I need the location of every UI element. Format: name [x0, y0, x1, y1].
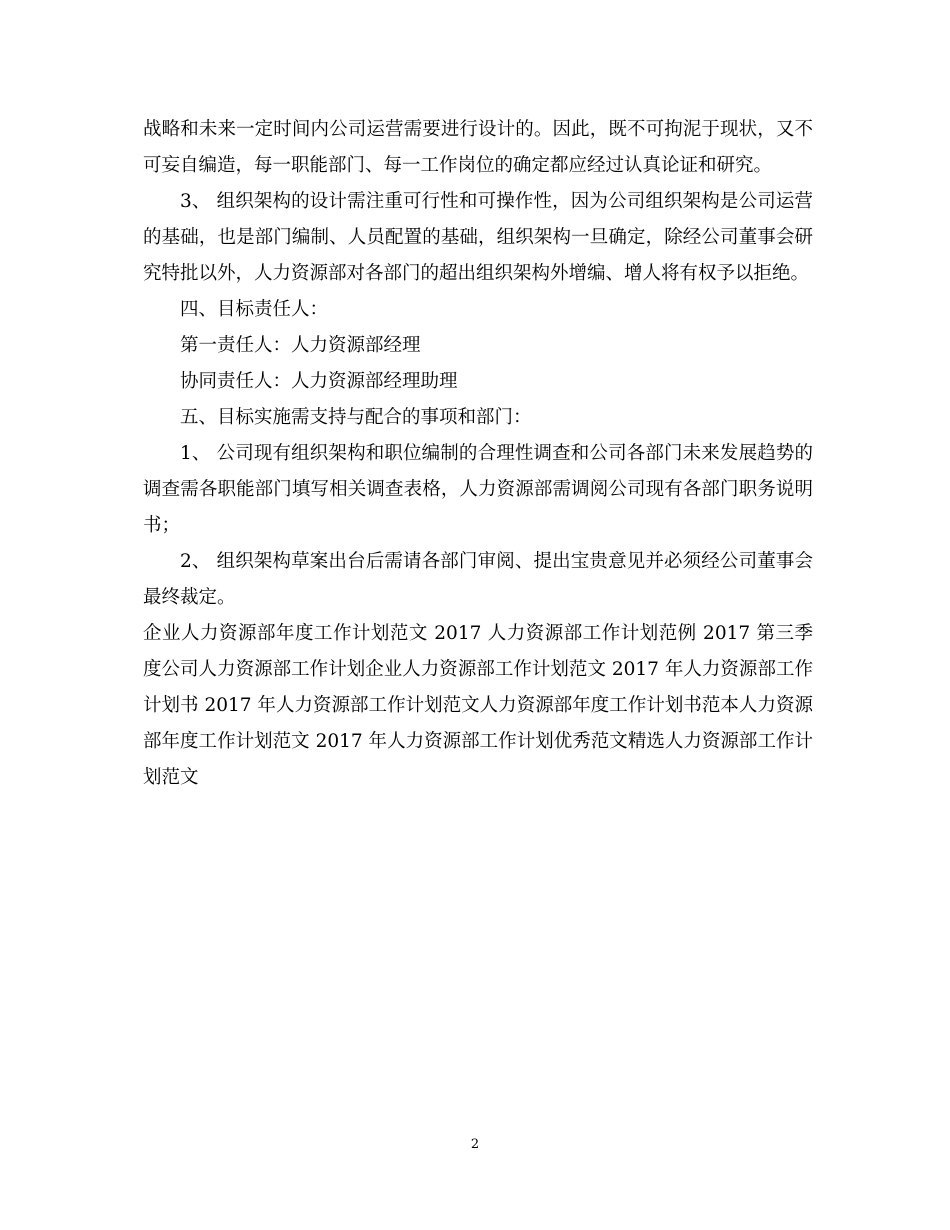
document-body: [143, 112, 813, 796]
page-number: 2: [470, 1137, 480, 1152]
paragraph-support-item-1: 1、 公司现有组织架构和职位编制的合理性调查和公司各部门未来发展趋势的调查需各职能部门填写相关调查表格，人力资源部需调阅公司现有各部门职务说明书；: [143, 443, 813, 536]
paragraph-item-3: 3、 组织架构的设计需注重可行性和可操作性，因为公司组织架构是公司运营的基础，也是部门编制、人员配置的基础，组织架构一旦确定，除经公司董事会研究特批以外，人力资源部对各部门的超出组织架构外增编、增人将有权予以拒绝。: [143, 191, 813, 284]
section-heading-responsible: 四、目标责任人：: [180, 299, 329, 320]
paragraph-continuation: 战略和未来一定时间内公司运营需要进行设计的。因此，既不可拘泥于现状，又不可妄自编造，每一职能部门、每一工作岗位的确定都应经过认真论证和研究。: [143, 119, 813, 176]
co-responsible-line: 协同责任人：人力资源部经理助理: [180, 371, 458, 392]
paragraph-support-item-2: 2、 组织架构草案出台后需请各部门审阅、提出宝贵意见并必须经公司董事会最终裁定。: [143, 551, 813, 608]
related-articles-text: 企业人力资源部年度工作计划范文 2017 人力资源部工作计划范例 2017 第三季度公司人力资源部工作计划企业人力资源部工作计划范文 2017 年人力资源部工作计划书 2017 年人力资源部工作计划范文人力资源部年度工作计划书范本人力资源部年度工作计划范文 2017 年人力资源部工作计划优秀范文精选人力资源部工作计划范文: [143, 623, 813, 788]
first-responsible-line: 第一责任人：人力资源部经理: [180, 335, 421, 356]
section-heading-support: 五、目标实施需支持与配合的事项和部门：: [180, 407, 532, 428]
